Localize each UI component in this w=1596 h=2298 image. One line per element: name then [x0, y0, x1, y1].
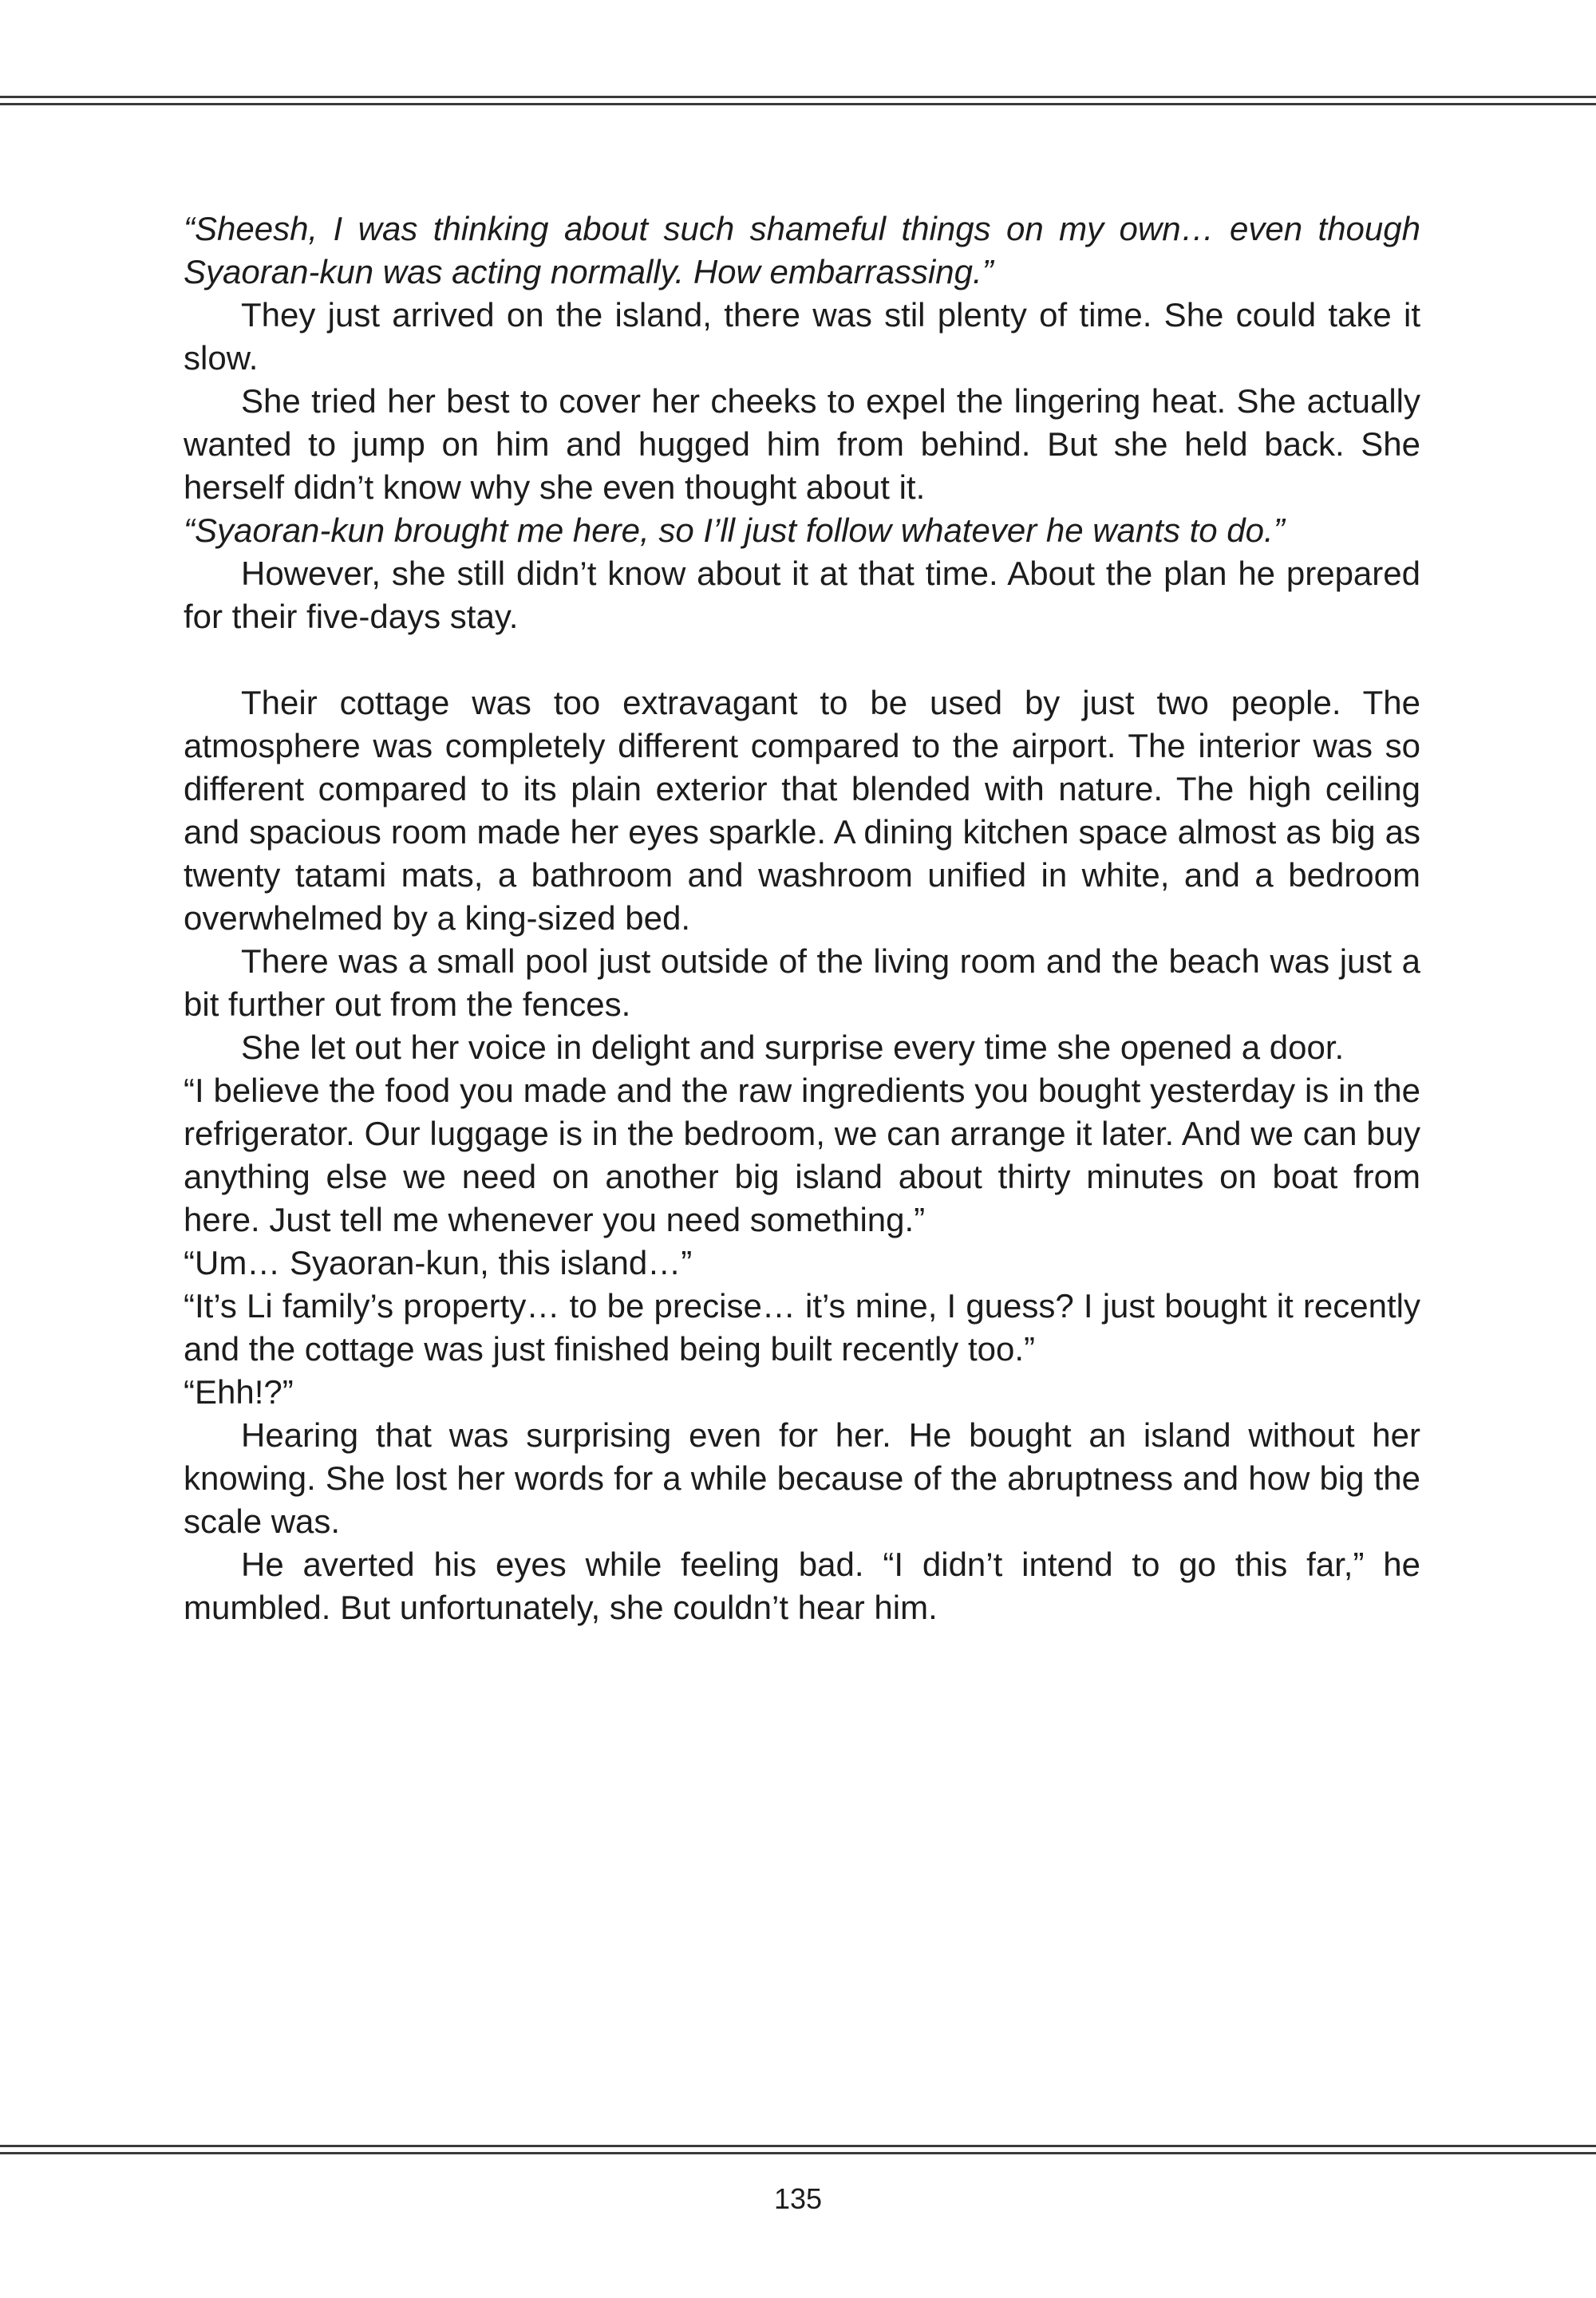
paragraph: However, she still didn’t know about it at that time. About the plan he prepared for their five-days stay. [184, 555, 1420, 635]
paragraph-dialogue: “Ehh!?” [184, 1373, 294, 1411]
top-rule-line-lower [0, 103, 1596, 105]
paragraph: She tried her best to cover her cheeks to expel the lingering heat. She actually wanted to jump on him and hugged him from behind. But she held back. She herself didn’t know why she even thought about it. [184, 382, 1420, 506]
bottom-rule-line-lower [0, 2152, 1596, 2154]
page-number: 135 [773, 2182, 823, 2215]
paragraph-dialogue: “It’s Li family’s property… to be precise… it’s mine, I guess? I just bought it recently and the cottage was just finished being built recently too.” [184, 1287, 1420, 1368]
scene-break [184, 638, 1420, 681]
paragraph: There was a small pool just outside of the living room and the beach was just a bit further out from the fences. [184, 942, 1420, 1023]
paragraph: They just arrived on the island, there was stil plenty of time. She could take it slow. [184, 296, 1420, 377]
top-rule-line-upper [0, 96, 1596, 98]
bottom-rule-line-upper [0, 2145, 1596, 2147]
paragraph: Their cottage was too extravagant to be used by just two people. The atmosphere was completely different compared to the airport. The interior was so different compared to its plain exterior that blended with nature. The high ceiling and spacious room made her eyes sparkle. A dining kitchen space almost as big as twenty tatami mats, a bathroom and washroom unified in white, and a bedroom overwhelmed by a king-sized bed. [184, 684, 1420, 937]
bottom-double-rule [0, 2145, 1596, 2154]
page-body-text [184, 207, 1420, 1629]
paragraph-inner-monologue: “Sheesh, I was thinking about such shameful things on my own… even though Syaoran-kun was acting normally. How embarrassing.” [184, 210, 1420, 290]
top-double-rule [0, 96, 1596, 105]
paragraph: She let out her voice in delight and surprise every time she opened a door. [241, 1029, 1345, 1066]
paragraph: He averted his eyes while feeling bad. “I didn’t intend to go this far,” he mumbled. But unfortunately, she couldn’t hear him. [184, 1546, 1420, 1626]
paragraph-dialogue: “Um… Syaoran-kun, this island…” [184, 1244, 693, 1281]
paragraph-dialogue: “I believe the food you made and the raw ingredients you bought yesterday is in the refrigerator. Our luggage is in the bedroom, we can arrange it later. And we can buy anything else we need on another big island about thirty minutes on boat from here. Just tell me whenever you need something.” [184, 1072, 1420, 1238]
paragraph-inner-monologue: “Syaoran-kun brought me here, so I’ll just follow whatever he wants to do.” [184, 511, 1285, 549]
paragraph: Hearing that was surprising even for her. He bought an island without her knowing. She lost her words for a while because of the abruptness and how big the scale was. [184, 1416, 1420, 1540]
